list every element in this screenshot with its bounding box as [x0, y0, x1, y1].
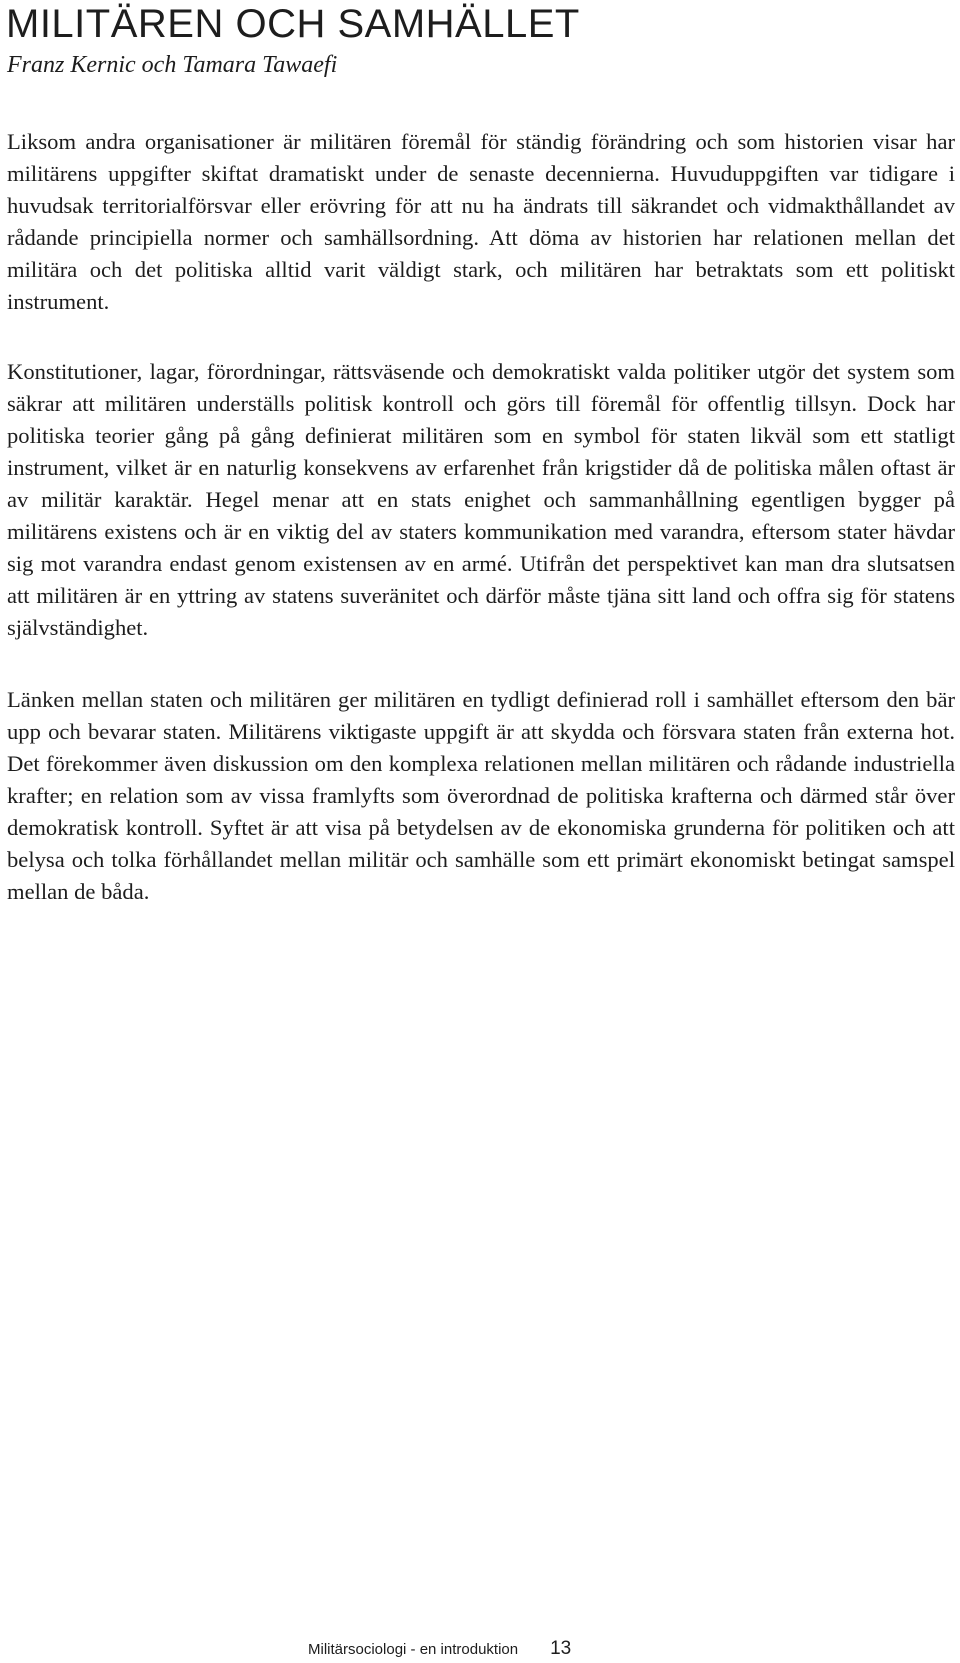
page-footer — [308, 1637, 571, 1661]
paragraph-1: Liksom andra organisationer är militären föremål för ständig förändring och som historien visar har militärens uppgifter skiftat dramatiskt under de senaste decennierna. Huvuduppgiften var tidigare i huvudsak territorialförsvar eller erövring för att nu ha ändrats till säkrandet och vidmakthållandet av rådande principiella normer och samhällsordning. Att döma av historien har relationen mellan det militära och det politiska alltid varit väldigt stark, och militären har betraktats som ett politiskt instrument. — [7, 129, 955, 314]
paragraph-2: Konstitutioner, lagar, förordningar, rättsväsende och demokratiskt valda politiker utgör det system som säkrar att militären underställs politisk kontroll och görs till föremål för offentlig tillsyn. Dock har politiska teorier gång på gång definierat militären som en symbol för staten likväl som ett statligt instrument, vilket är en naturlig konsekvens av erfarenhet från krigstider då de politiska målen oftast är av militär karaktär. Hegel menar att en stats enighet och sammanhållning egentligen bygger på militärens existens och är en viktig del av staters kommunikation med varandra, eftersom stater hävdar sig mot varandra endast genom existensen av en armé. Utifrån det perspektivet kan man dra slutsatsen att militären är en yttring av statens suveränitet och därför måste tjäna sitt land och offra sig för statens självständighet. — [7, 359, 955, 640]
body-text — [7, 126, 955, 944]
chapter-title: MILITÄREN OCH SAMHÄLLET — [6, 2, 580, 46]
footer-book-title: Militärsociologi - en introduktion — [308, 1641, 519, 1658]
paragraph-3: Länken mellan staten och militären ger militären en tydligt definierad roll i samhället eftersom den bär upp och bevarar staten. Militärens viktigaste uppgift är att skydda och försvara staten från externa hot. Det förekommer även diskussion om den komplexa relationen mellan militären och rådande industriella krafter; en relation som av vissa framlyfts som överordnad de politiska krafterna och därmed står över demokratisk kontroll. Syftet är att visa på betydelsen av de ekonomiska grunderna för politiken och att belysa och tolka förhållandet mellan militär och samhälle som ett primärt ekonomiskt betingat samspel mellan de båda. — [7, 687, 955, 904]
page-number: 13 — [550, 1638, 572, 1659]
chapter-authors: Franz Kernic och Tamara Tawaefi — [7, 52, 338, 78]
